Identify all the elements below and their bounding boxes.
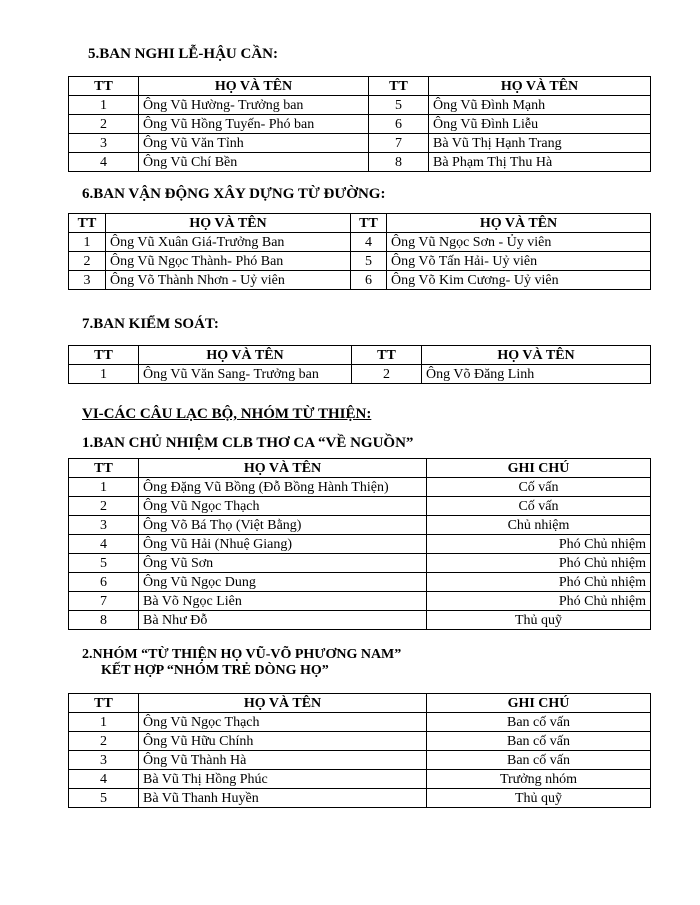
table-row: [69, 134, 651, 153]
header-name: HỌ VÀ TÊN: [387, 214, 651, 233]
cell-tt: 1: [69, 96, 139, 115]
cell-tt: 1: [69, 365, 139, 384]
table-header-row: [69, 346, 651, 365]
header-name: HỌ VÀ TÊN: [106, 214, 351, 233]
header-tt: TT: [69, 77, 139, 96]
table-header-row: [69, 694, 651, 713]
section-6-title: 6.BAN VẬN ĐỘNG XÂY DỰNG TỪ ĐƯỜNG:: [82, 186, 386, 202]
cell-note: Phó Chủ nhiệm: [427, 535, 651, 554]
club-1-table: [68, 458, 651, 630]
cell-name: Bà Võ Ngọc Liên: [139, 592, 427, 611]
table-row: [69, 96, 651, 115]
cell-tt: 5: [69, 554, 139, 573]
header-name: HỌ VÀ TÊN: [139, 346, 352, 365]
cell-name: Ông Vũ Ngọc Dung: [139, 573, 427, 592]
table-row: [69, 115, 651, 134]
cell-tt: 4: [69, 535, 139, 554]
cell-name: Ông Đặng Vũ Bồng (Đỗ Bồng Hành Thiện): [139, 478, 427, 497]
header-name: HỌ VÀ TÊN: [139, 77, 369, 96]
cell-note: Ban cố vấn: [427, 732, 651, 751]
cell-name: Ông Vũ Sơn: [139, 554, 427, 573]
table-row: [69, 478, 651, 497]
cell-name: Ông Võ Bá Thọ (Việt Bằng): [139, 516, 427, 535]
cell-tt: 3: [69, 516, 139, 535]
cell-note: Ban cố vấn: [427, 751, 651, 770]
cell-name: Ông Vũ Ngọc Thành- Phó Ban: [106, 252, 351, 271]
table-row: [69, 535, 651, 554]
group-2-title: 2.NHÓM “TỪ THIỆN HỌ VŨ-VÕ PHƯƠNG NAM”: [82, 647, 402, 662]
cell-name: Ông Vũ Hải (Nhuệ Giang): [139, 535, 427, 554]
cell-tt: 1: [69, 233, 106, 252]
cell-tt: 1: [69, 478, 139, 497]
cell-name: Ông Võ Tấn Hải- Uỷ viên: [387, 252, 651, 271]
section-7-title: 7.BAN KIỂM SOÁT:: [82, 316, 219, 332]
table-row: [69, 611, 651, 630]
cell-tt: 2: [69, 732, 139, 751]
section-6-table: [68, 213, 651, 290]
cell-tt: 4: [69, 153, 139, 172]
cell-tt: 6: [69, 573, 139, 592]
table-row: [69, 573, 651, 592]
header-tt: TT: [369, 77, 429, 96]
cell-name: Ông Vũ Xuân Giá-Trưởng Ban: [106, 233, 351, 252]
table-row: [69, 732, 651, 751]
cell-tt: 6: [351, 271, 387, 290]
cell-note: Cố vấn: [427, 497, 651, 516]
cell-tt: 7: [69, 592, 139, 611]
table-row: [69, 592, 651, 611]
cell-tt: 3: [69, 134, 139, 153]
cell-tt: 3: [69, 751, 139, 770]
header-tt: TT: [69, 694, 139, 713]
table-row: [69, 751, 651, 770]
table-row: [69, 789, 651, 808]
cell-name: Bà Vũ Thị Hạnh Trang: [429, 134, 651, 153]
cell-name: Ông Vũ Đình Liễu: [429, 115, 651, 134]
cell-name: Ông Vũ Ngọc Thạch: [139, 713, 427, 732]
cell-tt: 4: [351, 233, 387, 252]
header-tt: TT: [69, 214, 106, 233]
cell-note: Phó Chủ nhiệm: [427, 592, 651, 611]
table-row: [69, 713, 651, 732]
cell-name: Ông Vũ Hường- Trưởng ban: [139, 96, 369, 115]
cell-tt: 5: [69, 789, 139, 808]
cell-name: Bà Phạm Thị Thu Hà: [429, 153, 651, 172]
cell-tt: 6: [369, 115, 429, 134]
cell-tt: 2: [69, 252, 106, 271]
header-name: HỌ VÀ TÊN: [139, 694, 427, 713]
cell-name: Ông Vũ Hồng Tuyến- Phó ban: [139, 115, 369, 134]
group-2-table: [68, 693, 651, 808]
table-row: [69, 770, 651, 789]
header-tt: TT: [69, 346, 139, 365]
cell-name: Ông Võ Thành Nhơn - Uỷ viên: [106, 271, 351, 290]
table-row: [69, 271, 651, 290]
table-header-row: [69, 459, 651, 478]
cell-note: Phó Chủ nhiệm: [427, 554, 651, 573]
cell-name: Bà Vũ Thanh Huyền: [139, 789, 427, 808]
cell-name: Ông Vũ Văn Tỉnh: [139, 134, 369, 153]
cell-name: Ông Vũ Ngọc Thạch: [139, 497, 427, 516]
cell-note: Ban cố vấn: [427, 713, 651, 732]
cell-name: Ông Vũ Chí Bền: [139, 153, 369, 172]
table-row: [69, 233, 651, 252]
cell-tt: 4: [69, 770, 139, 789]
header-name: HỌ VÀ TÊN: [422, 346, 651, 365]
cell-name: Bà Vũ Thị Hồng Phúc: [139, 770, 427, 789]
table-row: [69, 497, 651, 516]
cell-note: Thủ quỹ: [427, 789, 651, 808]
cell-note: Trưởng nhóm: [427, 770, 651, 789]
header-name: HỌ VÀ TÊN: [429, 77, 651, 96]
table-row: [69, 252, 651, 271]
cell-name: Ông Vũ Ngọc Sơn - Ủy viên: [387, 233, 651, 252]
header-tt: TT: [351, 214, 387, 233]
cell-name: Ông Vũ Văn Sang- Trưởng ban: [139, 365, 352, 384]
header-name: HỌ VÀ TÊN: [139, 459, 427, 478]
cell-name: Ông Vũ Đình Mạnh: [429, 96, 651, 115]
cell-tt: 8: [69, 611, 139, 630]
table-row: [69, 554, 651, 573]
cell-name: Ông Võ Đăng Linh: [422, 365, 651, 384]
table-row: [69, 365, 651, 384]
club-1-title: 1.BAN CHỦ NHIỆM CLB THƠ CA “VỀ NGUỒN”: [82, 435, 414, 451]
cell-tt: 1: [69, 713, 139, 732]
cell-note: Phó Chủ nhiệm: [427, 573, 651, 592]
cell-tt: 2: [352, 365, 422, 384]
cell-tt: 5: [369, 96, 429, 115]
section-vi-title: VI-CÁC CÂU LẠC BỘ, NHÓM TỪ THIỆN:: [82, 406, 372, 422]
section-5-table: [68, 76, 651, 172]
table-row: [69, 516, 651, 535]
cell-note: Chủ nhiệm: [427, 516, 651, 535]
cell-tt: 8: [369, 153, 429, 172]
header-note: GHI CHÚ: [427, 694, 651, 713]
section-5-title: 5.BAN NGHI LỄ-HẬU CẦN:: [88, 46, 279, 62]
cell-note: Thủ quỹ: [427, 611, 651, 630]
cell-tt: 5: [351, 252, 387, 271]
cell-name: Ông Võ Kim Cương- Uỷ viên: [387, 271, 651, 290]
cell-tt: 2: [69, 115, 139, 134]
group-2-subtitle: KẾT HỢP “NHÓM TRẺ DÒNG HỌ”: [101, 663, 329, 678]
header-tt: TT: [352, 346, 422, 365]
cell-note: Cố vấn: [427, 478, 651, 497]
header-tt: TT: [69, 459, 139, 478]
cell-name: Ông Vũ Hữu Chính: [139, 732, 427, 751]
cell-name: Bà Như Đỗ: [139, 611, 427, 630]
table-row: [69, 153, 651, 172]
cell-tt: 2: [69, 497, 139, 516]
table-header-row: [69, 214, 651, 233]
cell-tt: 7: [369, 134, 429, 153]
cell-name: Ông Vũ Thành Hà: [139, 751, 427, 770]
cell-tt: 3: [69, 271, 106, 290]
section-7-table: [68, 345, 651, 384]
header-note: GHI CHÚ: [427, 459, 651, 478]
table-header-row: [69, 77, 651, 96]
